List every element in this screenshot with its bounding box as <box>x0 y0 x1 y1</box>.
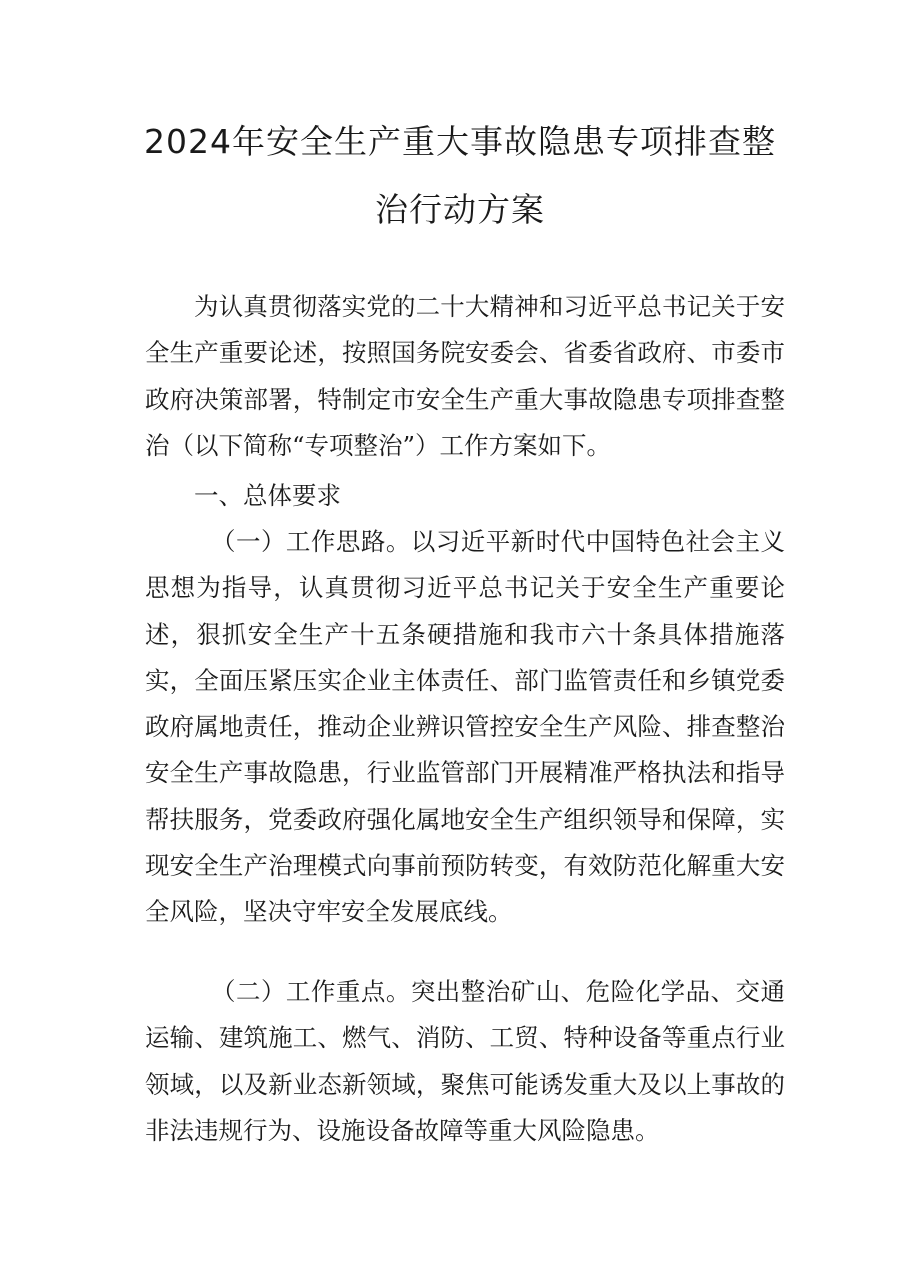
document-title-line1: 2024年安全生产重大事故隐患专项排查整 <box>144 122 776 161</box>
intro-paragraph: 为认真贯彻落实党的二十大精神和习近平总书记关于安全生产重要论述，按照国务院安委会、省委省政府、市委市政府决策部署，特制定市安全生产重大事故隐患专项排查整治（以下简称“专项整治”）工作方案如下。 <box>145 292 785 460</box>
subsection2-paragraph: （二）工作重点。突出整治矿山、危险化学品、交通运输、建筑施工、燃气、消防、工贸、特种设备等重点行业领域，以及新业态新领域，聚焦可能诱发重大及以上事故的非法违规行为、设施设备故障等重大风险隐患。 <box>145 977 785 1145</box>
subsection1-paragraph: （一）工作思路。以习近平新时代中国特色社会主义思想为指导，认真贯彻习近平总书记关于安全生产重要论述，狠抓安全生产十五条硬措施和我市六十条具体措施落实，全面压紧压实企业主体责任、部门监管责任和乡镇党委政府属地责任，推动企业辨识管控安全生产风险、排查整治安全生产事故隐患，行业监管部门开展精准严格执法和指导帮扶服务，党委政府强化属地安全生产组织领导和保障，实现安全生产治理模式向事前预防转变，有效防范化解重大安全风险，坚决守牢安全发展底线。 <box>145 527 785 927</box>
section1-heading: 一、总体要求 <box>194 481 341 510</box>
document-title-line2: 治行动方案 <box>375 190 545 229</box>
